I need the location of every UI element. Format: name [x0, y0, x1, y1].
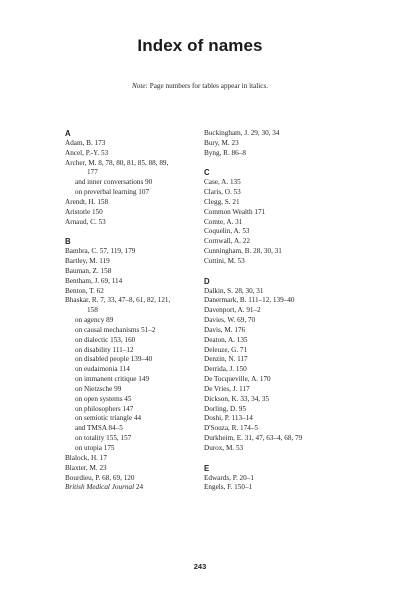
index-entry: Blalock, H. 17	[65, 453, 107, 462]
index-entry: Clegg, S. 21	[204, 197, 240, 206]
index-subentry: on totality 155, 157	[75, 434, 132, 443]
index-subentry: on dialectic 153, 160	[75, 335, 136, 344]
index-entry-continuation: 158	[87, 306, 98, 315]
note-label: Note:	[131, 82, 148, 90]
index-entry: Denzin, N. 117	[204, 355, 248, 364]
index-subentry: on Nietzsche 99	[75, 384, 122, 393]
index-entry: Deleuze, G. 71	[204, 345, 248, 354]
index-entry: Arendt, H. 158	[65, 197, 109, 206]
index-entry: Aristotle 150	[65, 207, 103, 216]
index-entry: Bhaskar, R. 7, 33, 47–8, 61, 82, 121,	[65, 296, 171, 305]
index-entry: Coquelin, A. 53	[204, 227, 250, 236]
index-entry: Case, A. 135	[204, 178, 241, 187]
index-entry: Durkheim, E. 31, 47, 63–4, 68, 79	[204, 434, 303, 443]
index-entry: Blaxter, M. 23	[65, 463, 107, 472]
index-subentry: on disabled people 139–40	[75, 355, 153, 364]
index-entry: Danermark, B. 111–12, 139–40	[204, 296, 295, 305]
index-entry: Bartley, M. 119	[65, 256, 110, 265]
section-heading-d: D	[204, 276, 210, 286]
index-entry: De Vries, J. 117	[204, 384, 250, 393]
index-entry-title: British Medical Journal	[65, 483, 135, 492]
index-entry: Buckingham, J. 29, 30, 34	[204, 129, 280, 137]
index-entry: D'Souza, R. 174–5	[204, 424, 259, 433]
index-entry: Cuttini, M. 53	[204, 256, 245, 265]
section-heading-e: E	[204, 463, 210, 473]
index-entry: De Tocqueville, A. 170	[204, 375, 271, 384]
index-entry: Cornwall, A. 22	[204, 237, 250, 246]
index-entry: Ancel, P.-Y. 53	[65, 148, 109, 157]
index-entry: Bentham, J. 69, 114	[65, 276, 123, 285]
index-entry	[65, 483, 195, 493]
index-subentry: on utopia 175	[75, 444, 115, 452]
index-entry: Benton, T. 62	[65, 286, 104, 295]
index-entry: Cunningham, B. 28, 30, 31	[204, 247, 282, 256]
index-entry: Durox, M. 53	[204, 444, 244, 452]
index-entry-continuation: 177	[87, 168, 98, 177]
index-entry: Dalkin, S. 28, 30, 31	[204, 286, 264, 295]
index-entry: Arnaud, C. 53	[65, 217, 106, 226]
index-subentry: on open systems 45	[75, 394, 132, 403]
index-entry: Derrida, J. 150	[204, 365, 247, 374]
note-text: Page numbers for tables appear in italics.	[147, 82, 269, 90]
index-entry: Byng, R. 86–8	[204, 148, 246, 157]
index-subentry: and inner conversations 90	[75, 178, 153, 187]
index-entry: Common Wealth 171	[204, 207, 266, 216]
index-subentry: on agency 89	[75, 316, 114, 325]
page-number: 243	[193, 562, 207, 571]
index-column-right	[204, 129, 344, 493]
section-heading-a: A	[65, 129, 71, 138]
index-note	[0, 82, 400, 90]
index-entry: Edwards, P. 20–1	[204, 473, 254, 482]
index-subentry: on philosophers 147	[75, 404, 134, 413]
index-entry-pages: 24	[134, 483, 144, 492]
index-entry: Dickson, K. 33, 34, 35	[204, 394, 270, 403]
index-entry: Bury, M. 23	[204, 138, 239, 147]
index-entry: Davies, W. 69, 70	[204, 316, 256, 325]
index-entry: Davis, M. 176	[204, 325, 246, 334]
index-entry: Bauman, Z. 158	[65, 266, 112, 275]
index-subentry: on immanent critique 149	[75, 375, 150, 384]
index-entry: Archer, M. 8, 78, 80, 81, 85, 88, 89,	[65, 158, 169, 167]
index-entry: Deaton, A. 135	[204, 335, 248, 344]
index-subentry: on causal mechanisms 51–2	[75, 325, 156, 334]
index-entry: Bambra, C. 57, 119, 179	[65, 247, 136, 256]
index-subentry: on disability 111–12	[75, 345, 134, 354]
index-entry: Doshi, P. 113–14	[204, 414, 253, 423]
index-entry: Adam, B. 173	[65, 138, 106, 147]
index-subentry: on preverbal learning 107	[75, 188, 150, 197]
index-subentry: on eudaimonia 114	[75, 365, 130, 374]
index-entry: Engels, F. 150–1	[204, 483, 253, 492]
index-entry: Bourdieu, P. 68, 69, 120	[65, 473, 135, 482]
index-subentry: and TMSA 84–5	[75, 424, 123, 433]
section-heading-c: C	[204, 168, 210, 178]
index-column-left	[65, 129, 195, 493]
index-entry: Comte, A. 31	[204, 217, 243, 226]
section-heading-b: B	[65, 237, 71, 247]
index-entry: Davenport, A. 91–2	[204, 306, 261, 315]
page-title: Index of names	[137, 36, 263, 55]
index-subentry: on semiotic triangle 44	[75, 414, 142, 423]
index-entry: Dorling, D. 95	[204, 404, 246, 413]
index-entry: Claris, O. 53	[204, 188, 241, 197]
